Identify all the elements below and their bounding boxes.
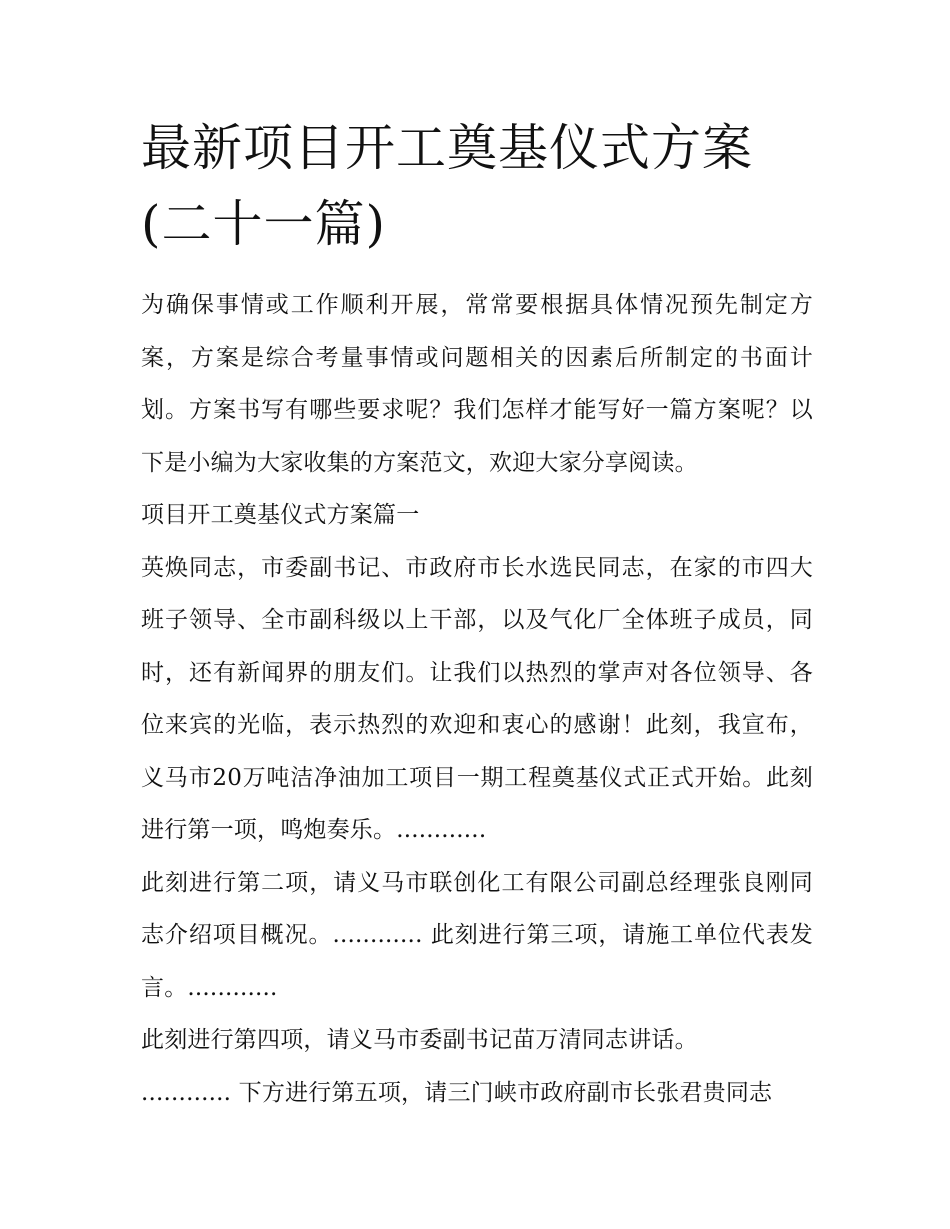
document-title: 最新项目开工奠基仪式方案(二十一篇)	[141, 119, 753, 253]
body-paragraph: 英焕同志，市委副书记、市政府市长水选民同志，在家的市四大班子领导、全市副科级以上干部，以及气化厂全体班子成员，同时，还有新闻界的朋友们。让我们以热烈的掌声对各位领导、各位来宾的光临，表示热烈的欢迎和衷心的感谢！此刻，我宣布，义马市20万吨洁净油加工项目一期工程奠基仪式正式开始。此刻进行第一项，鸣炮奏乐。............	[141, 554, 813, 843]
body-paragraph: 此刻进行第二项，请义马市联创化工有限公司副总经理张良刚同志介绍项目概况。............ 此刻进行第三项，请施工单位代表发言。............	[141, 869, 813, 1001]
body-paragraph: ............ 下方进行第五项，请三门峡市政府副市长张君贵同志	[141, 1079, 773, 1106]
body-paragraph: 此刻进行第四项，请义马市委副书记苗万清同志讲话。	[141, 1027, 698, 1053]
document-body	[141, 279, 813, 1119]
intro-paragraph: 为确保事情或工作顺利开展，常常要根据具体情况预先制定方案，方案是综合考量事情或问题相关的因素后所制定的书面计划。方案书写有哪些要求呢？我们怎样才能写好一篇方案呢？以下是小编为大家收集的方案范文，欢迎大家分享阅读。	[141, 292, 813, 476]
section-heading: 项目开工奠基仪式方案篇一	[141, 502, 420, 528]
